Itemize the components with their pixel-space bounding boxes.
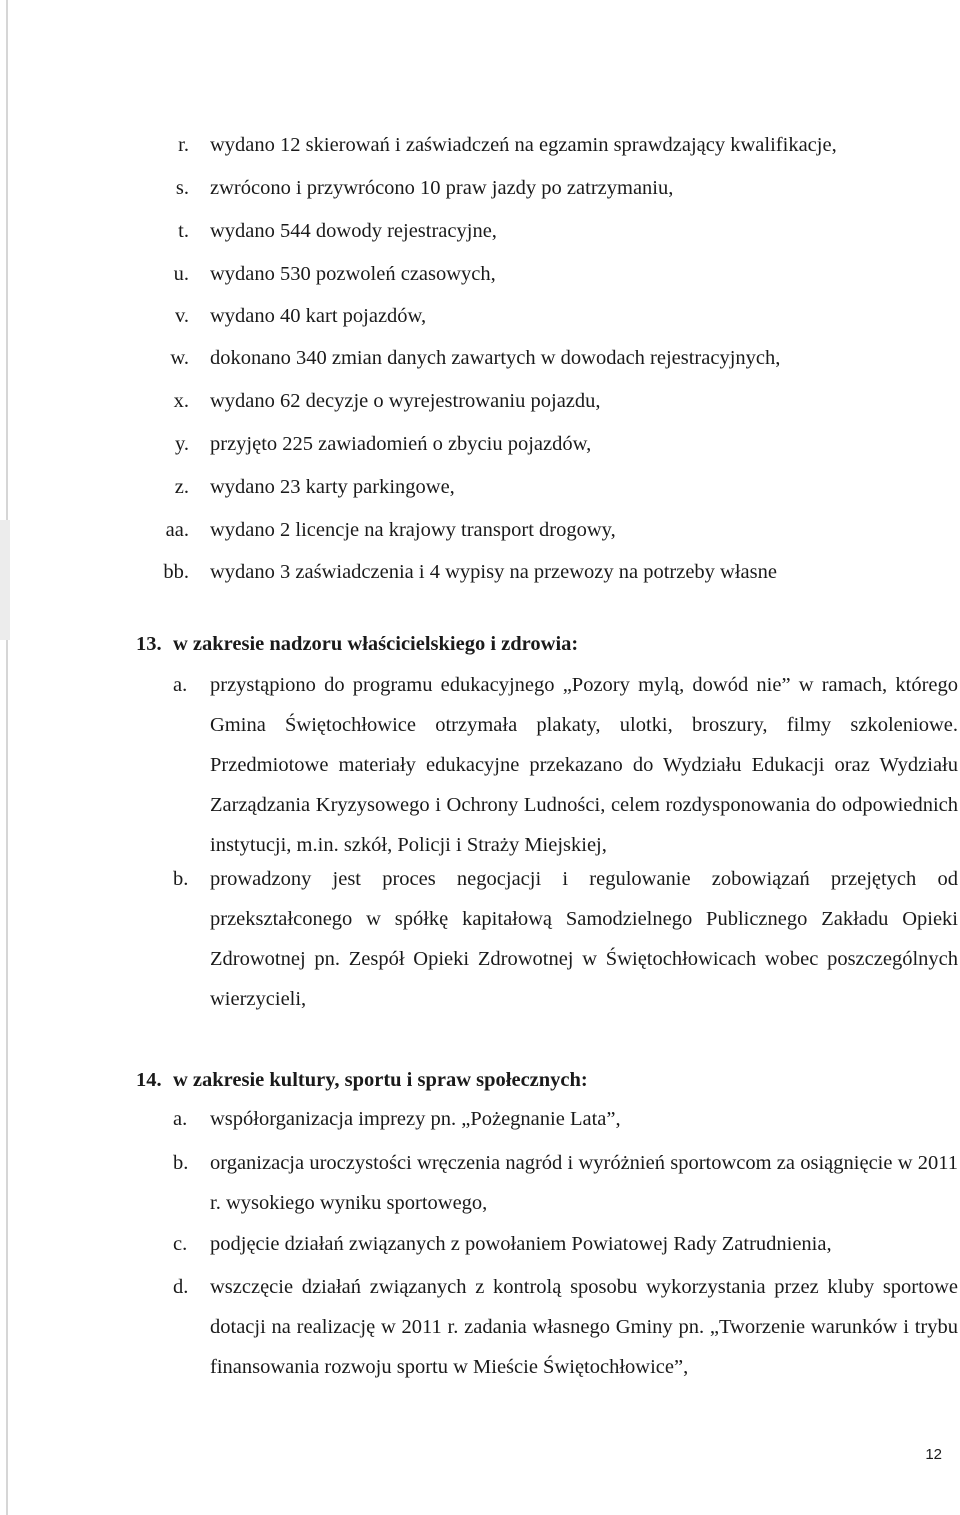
section-number: 13. [136, 633, 162, 655]
item-label: aa. [165, 519, 189, 541]
item-label: a. [173, 674, 188, 696]
scan-edge-shade [0, 520, 10, 640]
item-label: z. [174, 476, 189, 498]
list-item: organizacja uroczystości wręczenia nagród i wyróżnień sportowcom za osiągnięcie w 2011 r. wysokiego wyniku sportowego, [210, 1152, 958, 1214]
item-label: c. [173, 1233, 188, 1255]
item-label: b. [173, 868, 189, 890]
item-text: przyjęto 225 zawiadomień o zbyciu pojazdów, [210, 433, 592, 455]
item-text: wydano 3 zaświadczenia i 4 wypisy na przewozy na potrzeby własne [210, 561, 777, 583]
item-label: x. [173, 390, 189, 412]
item-text: dokonano 340 zmian danych zawartych w dowodach rejestracyjnych, [210, 347, 781, 369]
section-title: w zakresie kultury, sportu i spraw społecznych: [173, 1069, 588, 1091]
item-label: u. [173, 263, 189, 285]
item-label: bb. [163, 561, 189, 583]
item-label: v. [174, 305, 189, 327]
list-item: wszczęcie działań związanych z kontrolą sposobu wykorzystania przez kluby sportowe dotacji na realizację w 2011 r. zadania własnego Gminy pn. „Tworzenie warunków i trybu finansowania rozwoju sportu w Mieście Świętochłowice”, [210, 1276, 958, 1378]
list-item: współorganizacja imprezy pn. „Pożegnanie Lata”, [210, 1108, 621, 1130]
page-number: 12 [925, 1446, 942, 1463]
section-number: 14. [136, 1069, 162, 1091]
item-text: wydano 544 dowody rejestracyjne, [210, 220, 497, 242]
item-label: w. [170, 347, 189, 369]
item-label: t. [178, 220, 189, 242]
item-label: r. [178, 134, 189, 156]
list-item: przystąpiono do programu edukacyjnego „Pozory mylą, dowód nie” w ramach, którego Gmina Świętochłowice otrzymała plakaty, ulotki, broszury, filmy szkoleniowe. Przedmiotowe materiały edukacyjne przekazano do Wydziału Edukacji oraz Wydziału Zarządzania Kryzysowego i Ochrony Ludności, celem rozdysponowania do odpowiednich instytucji, m.in. szkół, Policji i Straży Miejskiej, [210, 674, 958, 856]
item-text: wydano 62 decyzje o wyrejestrowaniu pojazdu, [210, 390, 601, 412]
list-item: prowadzony jest proces negocjacji i regulowanie zobowiązań przejętych od przekształconego w spółkę kapitałową Samodzielnego Publicznego Zakładu Opieki Zdrowotnej pn. Zespół Opieki Zdrowotnej w Świętochłowicach wobec poszczególnych wierzycieli, [210, 868, 958, 1010]
item-label: d. [173, 1276, 189, 1298]
item-text: wydano 530 pozwoleń czasowych, [210, 263, 496, 285]
item-text: wydano 23 karty parkingowe, [210, 476, 455, 498]
item-text: wydano 2 licencje na krajowy transport drogowy, [210, 519, 616, 541]
item-text: wydano 40 kart pojazdów, [210, 305, 427, 327]
section-title: w zakresie nadzoru właścicielskiego i zdrowia: [173, 633, 579, 655]
list-item: podjęcie działań związanych z powołaniem Powiatowej Rady Zatrudnienia, [210, 1233, 832, 1255]
item-text: wydano 12 skierowań i zaświadczeń na egzamin sprawdzający kwalifikacje, [210, 134, 837, 156]
item-label: b. [173, 1152, 189, 1174]
item-text: zwrócono i przywrócono 10 praw jazdy po zatrzymaniu, [210, 177, 674, 199]
item-label: a. [173, 1108, 188, 1130]
scan-edge-line [6, 0, 8, 1515]
item-label: s. [175, 177, 189, 199]
item-label: y. [174, 433, 189, 455]
